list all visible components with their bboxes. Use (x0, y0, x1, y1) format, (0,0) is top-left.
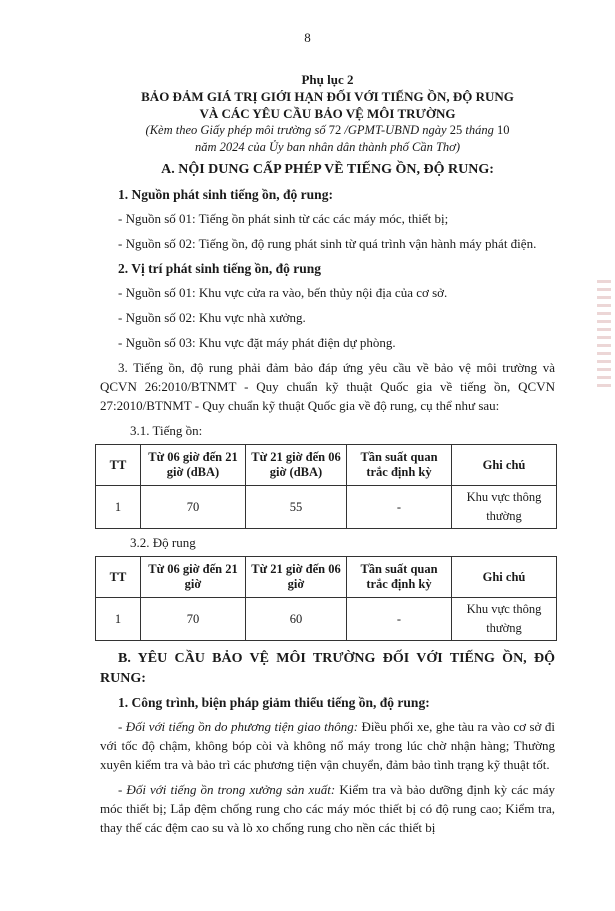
table-cell: Khu vực thông thường (452, 486, 557, 529)
heading-line-2: VÀ CÁC YÊU CẦU BẢO VỆ MÔI TRƯỜNG (199, 106, 456, 121)
attach-month-word: tháng (465, 123, 494, 137)
workshop-noise-paragraph (100, 780, 555, 837)
subsection-2-item-1: - Nguồn số 01: Khu vực cửa ra vào, bến thủy nội địa của cơ sở. (118, 285, 448, 300)
seal-stamp-edge (597, 280, 611, 390)
table-cell: 60 (246, 598, 347, 641)
table-cell: - (347, 598, 452, 641)
table-row (96, 598, 557, 641)
table-header-cell: Từ 06 giờ đến 21 giờ (141, 557, 246, 598)
section-b-title: B. YÊU CẦU BẢO VỆ MÔI TRƯỜNG ĐỐI VỚI TIẾNG ỒN, ĐỘ RUNG: (100, 651, 555, 686)
subsection-2-title: 2. Vị trí phát sinh tiếng ồn, độ rung (118, 261, 322, 276)
table-cell: 1 (96, 486, 141, 529)
table-header-row (96, 557, 557, 598)
subsection-1-title: 1. Nguồn phát sinh tiếng ồn, độ rung: (118, 187, 333, 202)
table-header-cell: Ghi chú (452, 445, 557, 486)
workshop-noise-lead: - Đối với tiếng ồn trong xưởng sản xuất: (118, 782, 336, 797)
table-cell: Khu vực thông thường (452, 598, 557, 641)
traffic-noise-lead: - Đối với tiếng ồn do phương tiện giao thông: (118, 719, 359, 734)
subsection-3-text: 3. Tiếng ồn, độ rung phải đảm bảo đáp ứng yêu cầu về bảo vệ môi trường và QCVN 26:2010/BTNMT - Quy chuẩn kỹ thuật Quốc gia về tiếng ồn, QCVN 27:2010/BTNMT - Quy chuẩn kỹ thuật Quốc gia về độ rung, cụ thể như sau: (100, 360, 555, 413)
table-header-cell: Tần suất quan trắc định kỳ (347, 557, 452, 598)
appendix-label: Phụ lục 2 (301, 72, 354, 87)
traffic-noise-paragraph (100, 717, 555, 774)
table-cell: 70 (141, 486, 246, 529)
subsection-1-item-2: - Nguồn số 02: Tiếng ồn, độ rung phát sinh từ quá trình vận hành máy phát điện. (118, 236, 537, 251)
heading-line-1: BẢO ĐẢM GIÁ TRỊ GIỚI HẠN ĐỐI VỚI TIẾNG ỒN, ĐỘ RUNG (141, 89, 514, 104)
section-a-title: A. NỘI DUNG CẤP PHÉP VỀ TIẾNG ỒN, ĐỘ RUNG: (161, 162, 494, 177)
attach-pre: (Kèm theo Giấy phép môi trường số (145, 123, 326, 137)
table-cell: - (347, 486, 452, 529)
workshop-noise-text: Kiểm tra và bảo dưỡng định kỳ các máy móc thiết bị; Lắp đệm chống rung cho các máy móc thiết bị có độ rung cao; Kiểm tra, thay thế các đệm cao su và lò xo chống rung cho nền các thiết bị (100, 782, 555, 835)
document-body (100, 160, 555, 837)
table-header-cell: Từ 21 giờ đến 06 giờ (246, 557, 347, 598)
attach-month: 10 (496, 123, 510, 137)
table-header-row (96, 445, 557, 486)
attach-mid: /GPMT-UBND ngày (344, 123, 447, 137)
vibration-table (95, 556, 557, 641)
table-cell: 70 (141, 598, 246, 641)
section-b-subsection-1-title: 1. Công trình, biện pháp giảm thiểu tiếng ồn, độ rung: (118, 695, 430, 710)
attach-day: 25 (449, 123, 463, 137)
subsection-2-item-3: - Nguồn số 03: Khu vực đặt máy phát điện dự phòng. (118, 335, 396, 350)
document-header (95, 72, 560, 156)
table-header-cell: Từ 06 giờ đến 21 giờ (dBA) (141, 445, 246, 486)
table-header-cell: Từ 21 giờ đến 06 giờ (dBA) (246, 445, 347, 486)
table-cell: 1 (96, 598, 141, 641)
page-number: 8 (304, 30, 311, 45)
attachment-note-line-2: năm 2024 của Ủy ban nhân dân thành phố Cần Thơ) (195, 140, 460, 154)
table-header-cell: TT (96, 445, 141, 486)
attach-number: 72 (328, 123, 342, 137)
table-header-cell: TT (96, 557, 141, 598)
table-2-label: 3.2. Độ rung (130, 535, 196, 550)
table-header-cell: Tần suất quan trắc định kỳ (347, 445, 452, 486)
table-cell: 55 (246, 486, 347, 529)
traffic-noise-text: Điều phối xe, ghe tàu ra vào cơ sở đi với tốc độ chậm, không bóp còi và không nổ máy trong lúc chờ nhận hàng; Thường xuyên kiểm tra và bảo trì các phương tiện vận chuyển, đảm bảo tình trạng kỹ thuật tốt. (100, 719, 555, 772)
subsection-1-item-1: - Nguồn số 01: Tiếng ồn phát sinh từ các các máy móc, thiết bị; (118, 211, 449, 226)
table-row (96, 486, 557, 529)
subsection-2-item-2: - Nguồn số 02: Khu vực nhà xưởng. (118, 310, 306, 325)
noise-table (95, 444, 557, 529)
table-1-label: 3.1. Tiếng ồn: (130, 423, 203, 438)
attachment-note-line-1 (95, 122, 560, 139)
table-header-cell: Ghi chú (452, 557, 557, 598)
